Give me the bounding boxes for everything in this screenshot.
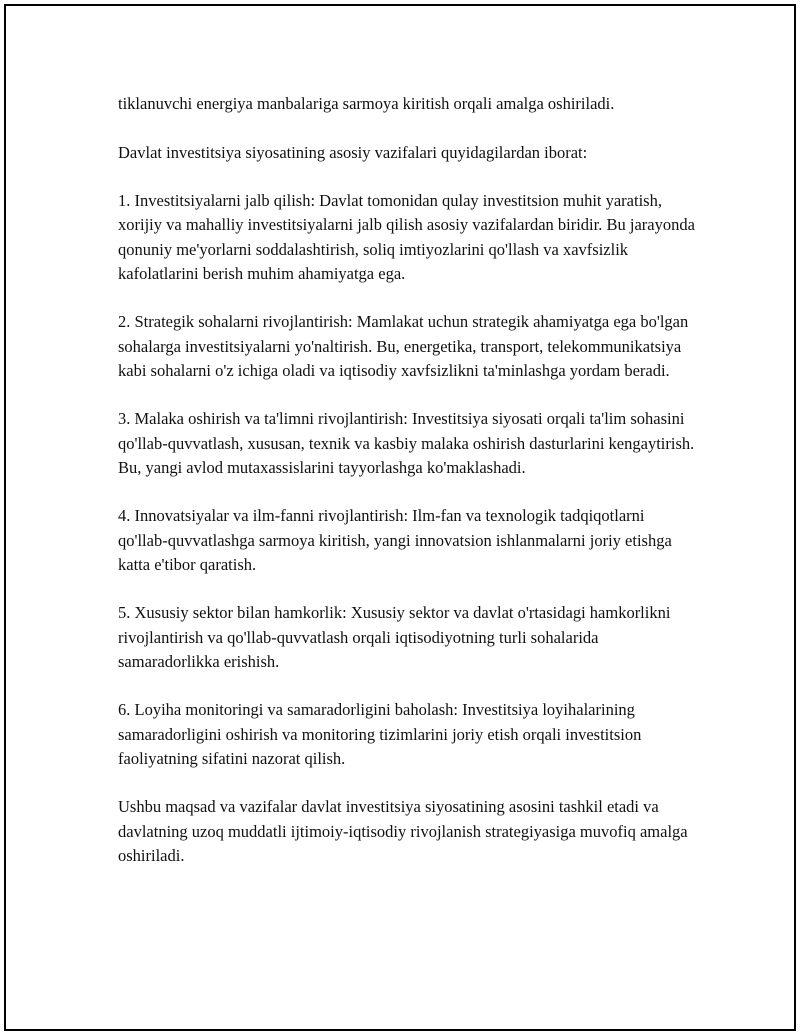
- list-item-3: 3. Malaka oshirish va ta'limni rivojlantirish: Investitsiya siyosati orqali ta'lim sohasini qo'llab-quvvatlash, xususan, texnik va kasbiy malaka oshirish dasturlarini kengaytirish. Bu, yangi avlod mutaxassislarini tayyorlashga ko'maklashadi.: [118, 409, 695, 477]
- list-item-6: 6. Loyiha monitoringi va samaradorligini baholash: Investitsiya loyihalarining samaradorligini oshirish va monitoring tizimlarini joriy etish orqali investitsion faoliyatning sifatini nazorat qilish.: [118, 700, 642, 768]
- list-item-4: 4. Innovatsiyalar va ilm-fanni rivojlantirish: Ilm-fan va texnologik tadqiqotlarni qo'llab-quvvatlashga sarmoya kiritish, yangi innovatsion ishlanmalarni joriy etishga katta e'tibor qaratish.: [118, 506, 672, 574]
- document-body: [118, 92, 698, 868]
- paragraph-conclusion: Ushbu maqsad va vazifalar davlat investitsiya siyosatining asosini tashkil etadi va davlatning uzoq muddatli ijtimoiy-iqtisodiy rivojlanish strategiyasiga muvofiq amalga oshiriladi.: [118, 797, 688, 865]
- list-item-1: 1. Investitsiyalarni jalb qilish: Davlat tomonidan qulay investitsion muhit yaratish, xorijiy va mahalliy investitsiyalarni jalb qilish asosiy vazifalardan biridir. Bu jarayonda qonuniy me'yorlarni soddalashtirish, soliq imtiyozlarini qo'llash va xavfsizlik kafolatlarini berish muhim ahamiyatga ega.: [118, 191, 695, 283]
- paragraph-intro: Davlat investitsiya siyosatining asosiy vazifalari quyidagilardan iborat:: [118, 142, 588, 162]
- paragraph-continuation: tiklanuvchi energiya manbalariga sarmoya kiritish orqali amalga oshiriladi.: [118, 94, 615, 113]
- list-item-5: 5. Xususiy sektor bilan hamkorlik: Xususiy sektor va davlat o'rtasidagi hamkorlikni rivojlantirish va qo'llab-quvvatlash orqali iqtisodiyotning turli sohalarida samaradorlikka erishish.: [118, 603, 671, 671]
- list-item-2: 2. Strategik sohalarni rivojlantirish: Mamlakat uchun strategik ahamiyatga ega bo'lgan sohalarga investitsiyalarni yo'naltirish. Bu, energetika, transport, telekommunikatsiya kabi sohalarni o'z ichiga oladi va iqtisodiy xavfsizlikni ta'minlashga yordam beradi.: [118, 312, 689, 380]
